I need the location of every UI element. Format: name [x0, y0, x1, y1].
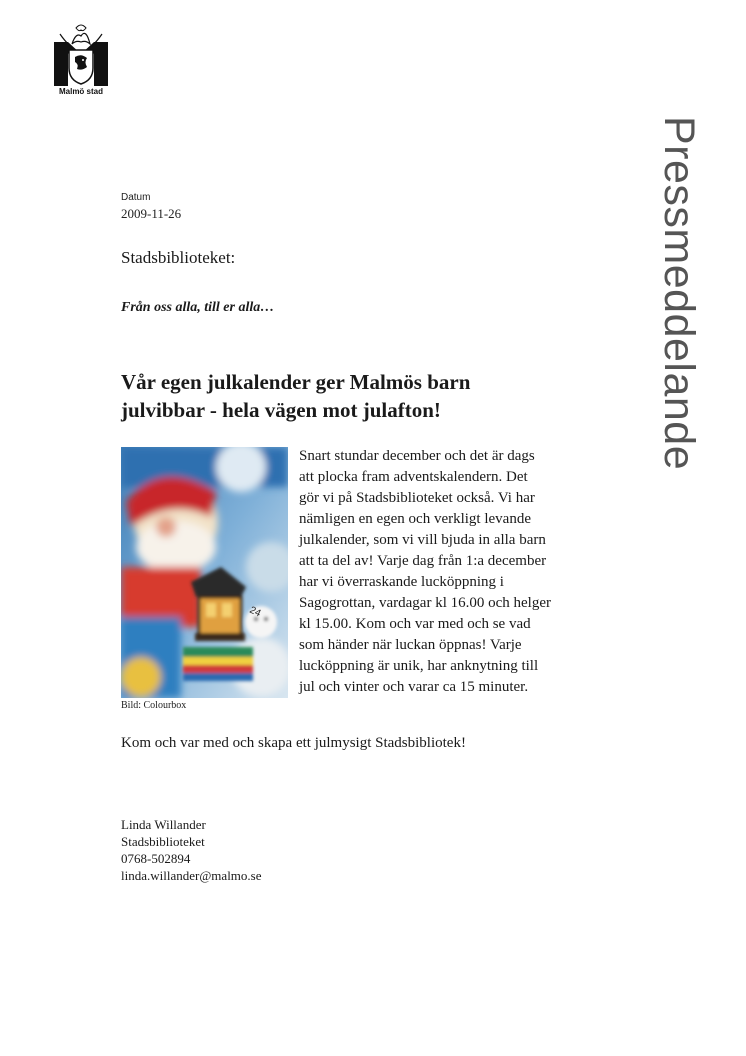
contact-block: [121, 816, 262, 884]
advent-calendar-photo: [121, 447, 288, 698]
photo-caption: Bild: Colourbox: [121, 700, 187, 711]
tagline: Från oss alla, till er alla…: [121, 300, 275, 315]
press-release-title: Pressmeddelande: [655, 116, 703, 471]
headline: [121, 368, 591, 424]
contact-email[interactable]: linda.willander@malmo.se: [121, 868, 262, 883]
coat-of-arms-icon: [52, 24, 110, 86]
body-line: att plocka fram adventskalendern. Det: [299, 469, 528, 485]
contact-phone: 0768-502894: [121, 851, 191, 866]
calendar-door-number: 24: [247, 604, 263, 620]
body-paragraph: [299, 446, 589, 698]
body-line: som händer när luckan öppnas! Varje: [299, 637, 522, 653]
date-label: Datum: [121, 192, 151, 203]
contact-organization: Stadsbiblioteket: [121, 834, 205, 849]
body-line: julkalender, som vi vill bjuda in alla barn: [299, 532, 546, 548]
body-line: nämligen en egen och verkligt levande: [299, 511, 531, 527]
body-line: har vi överraskande lucköppning i: [299, 574, 504, 590]
body-line: kl 15.00. Kom och var med och se vad: [299, 616, 531, 632]
malmo-stad-logo: [52, 24, 110, 98]
headline-line: Vår egen julkalender ger Malmös barn: [121, 370, 471, 394]
closing-paragraph: Kom och var med och skapa ett julmysigt Stadsbibliotek!: [121, 735, 466, 751]
body-line: Sagogrottan, vardagar kl 16.00 och helger: [299, 595, 552, 611]
headline-line: julvibbar - hela vägen mot julafton!: [121, 398, 441, 422]
body-line: gör vi på Stadsbiblioteket också. Vi har: [299, 490, 535, 506]
body-line: lucköppning är unik, har anknytning till: [299, 658, 539, 674]
organization-heading: Stadsbiblioteket:: [121, 248, 236, 267]
advent-calendar-image: [121, 447, 288, 698]
body-line: jul och vinter och varar ca 15 minuter.: [299, 679, 529, 695]
date-value: 2009-11-26: [121, 206, 182, 221]
body-line: att ta del av! Varje dag från 1:a december: [299, 553, 547, 569]
body-line: Snart stundar december och det är dags: [299, 448, 535, 464]
contact-name: Linda Willander: [121, 817, 206, 832]
logo-caption: Malmö stad: [58, 87, 103, 96]
